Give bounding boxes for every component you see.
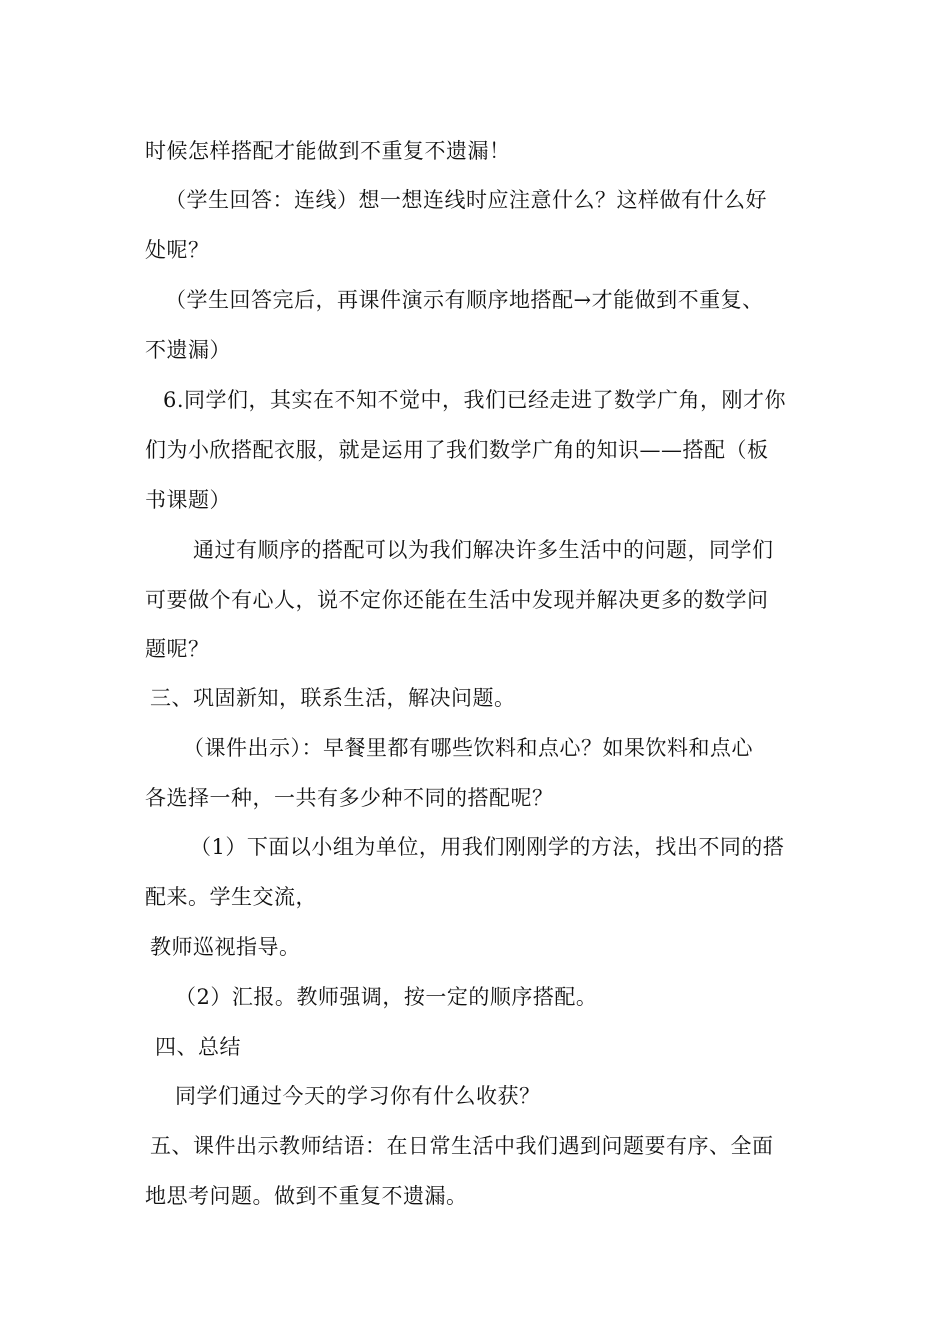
text-line: 不遗漏） xyxy=(145,338,231,362)
text-line: 时候怎样搭配才能做到不重复不遗漏！ xyxy=(145,139,511,163)
text-line: 教师巡视指导。 xyxy=(150,935,301,959)
text-line: 同学们通过今天的学习你有什么收获？ xyxy=(175,1084,541,1108)
text-line: （1）下面以小组为单位，用我们刚刚学的方法，找出不同的搭 xyxy=(190,835,785,859)
text-line: 可要做个有心人，说不定你还能在生活中发现并解决更多的数学问 xyxy=(145,588,769,612)
text-line: （学生回答完后，再课件演示有顺序地搭配→才能做到不重复、 xyxy=(165,288,764,312)
text-line: （课件出示）：早餐里都有哪些饮料和点心？如果饮料和点心 xyxy=(183,736,753,760)
text-line: 地思考问题。做到不重复不遗漏。 xyxy=(145,1184,468,1208)
text-line: 处呢？ xyxy=(145,238,210,262)
section-heading: 四、总结 xyxy=(155,1035,241,1059)
text-line: 书课题） xyxy=(145,488,231,512)
section-heading: 五、课件出示教师结语：在日常生活中我们遇到问题要有序、全面 xyxy=(150,1134,774,1158)
text-line: 6.同学们，其实在不知不觉中，我们已经走进了数学广角，刚才你 xyxy=(163,388,787,412)
text-line: 题呢？ xyxy=(145,637,210,661)
text-line: （2）汇报。教师强调，按一定的顺序搭配。 xyxy=(175,985,598,1009)
text-line: 配来。学生交流， xyxy=(145,885,317,909)
text-line: 各选择一种，一共有多少种不同的搭配呢？ xyxy=(145,786,554,810)
section-heading: 三、巩固新知，联系生活，解决问题。 xyxy=(150,686,516,710)
text-line: （学生回答：连线）想一想连线时应注意什么？这样做有什么好 xyxy=(165,188,767,212)
text-line: 们为小欣搭配衣服，就是运用了我们数学广角的知识——搭配（板 xyxy=(145,438,769,462)
text-line: 通过有顺序的搭配可以为我们解决许多生活中的问题，同学们 xyxy=(193,538,774,562)
